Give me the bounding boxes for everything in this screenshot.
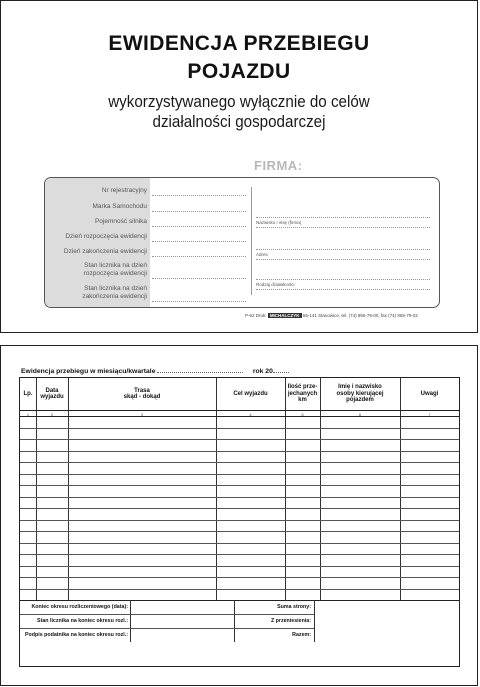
cover-subtitle-line2: działalności gospodarczej xyxy=(152,113,326,131)
log-sheet xyxy=(0,345,478,686)
table-row xyxy=(20,428,459,429)
vehicle-field-line xyxy=(152,278,246,279)
table-row xyxy=(20,497,459,498)
footer-divider xyxy=(130,600,131,642)
vehicle-field-label: Marka Samochodu xyxy=(92,203,147,210)
vehicle-field-label: Dzień zakończenia ewidencji xyxy=(63,248,147,255)
vehicle-field-label: Stan licznika na dzień zakończenia ewidencji xyxy=(82,285,147,300)
printer-info: 55-141 Stanowice, tel. (74) 855-79-00, fax (74) 855-79-02 xyxy=(302,313,418,318)
vehicle-field-label: Stan licznika na dzień rozpoczęcia ewidencji xyxy=(83,262,147,277)
vehicle-field-line xyxy=(152,211,246,212)
vehicle-field-line xyxy=(152,241,246,242)
owner-field-line-extra xyxy=(256,259,430,260)
number-row-line xyxy=(20,416,459,417)
column-number: 1 xyxy=(26,411,30,417)
column-number: 4 xyxy=(249,411,252,417)
header-bottom-line xyxy=(20,410,459,411)
owner-field-line xyxy=(256,249,430,250)
vehicle-field-line xyxy=(152,256,246,257)
table-row xyxy=(20,485,459,486)
printer-prefix: Druk: xyxy=(255,313,267,318)
firma-label: FIRMA: xyxy=(254,158,303,173)
column-header: Ilość prze- jechanych km xyxy=(287,384,318,404)
column-number: 3 xyxy=(140,411,144,417)
table-row xyxy=(20,566,459,567)
footer-right-label: Suma strony: xyxy=(277,604,311,610)
column-number: 6 xyxy=(358,411,362,417)
column-number: 7 xyxy=(428,411,431,417)
table-row xyxy=(20,474,459,475)
column-number: 5 xyxy=(301,411,304,417)
vehicle-field-label: Nr rejestracyjny xyxy=(101,187,147,194)
owner-field-line xyxy=(256,217,430,218)
log-year-label: rok 20 xyxy=(252,368,273,375)
footer-right-label: Razem: xyxy=(292,632,311,638)
year-blank xyxy=(273,372,289,373)
column-header: Imię i nazwisko osoby kierującej pojazdem xyxy=(336,384,384,404)
owner-field-line-extra xyxy=(256,289,430,290)
vehicle-field-line xyxy=(152,301,246,302)
cover-title-line1: EWIDENCJA PRZEBIEGU xyxy=(108,32,370,55)
log-header xyxy=(21,368,289,375)
footer-left-label: Stan licznika na koniec okresu rozl.: xyxy=(37,618,128,624)
owner-field-line xyxy=(256,279,430,280)
owner-field-label: Nazwisko i imię (firma) xyxy=(256,220,302,225)
table-row xyxy=(20,520,459,521)
table-row xyxy=(20,543,459,544)
printer-brand-logo: MICHALCZYK xyxy=(269,313,300,318)
vehicle-field-label: Dzień rozpoczęcia ewidencji xyxy=(65,233,147,240)
printer-code: P-62 xyxy=(245,313,255,318)
vehicle-field-line xyxy=(152,226,246,227)
cover-subtitle-line1: wykorzystywanego wyłącznie do celów xyxy=(108,93,370,111)
period-blank xyxy=(157,372,243,373)
owner-field-label: Adres xyxy=(256,252,268,257)
column-header: Trasa skąd - dokąd xyxy=(123,387,161,400)
printer-imprint xyxy=(245,313,418,318)
footer-left-label: Podpis podatnika na koniec okresu rozl.: xyxy=(24,632,128,638)
footer-right-label: Z przeniesienia: xyxy=(270,618,311,624)
footer-divider xyxy=(314,600,315,642)
vehicle-field-label: Pojemność silnika xyxy=(94,218,147,225)
cover-sheet xyxy=(0,0,478,333)
column-header: Data wyjazdu xyxy=(40,387,64,400)
table-row xyxy=(20,589,459,590)
column-header: Cel wyjazdu xyxy=(233,390,268,397)
footer-left-label: Koniec okresu rozliczeniowego (data): xyxy=(31,604,128,610)
table-row xyxy=(20,439,459,440)
table-row xyxy=(20,451,459,452)
table-row xyxy=(20,508,459,509)
card-divider xyxy=(251,187,252,295)
table-row xyxy=(20,531,459,532)
table-row xyxy=(20,577,459,578)
table-row xyxy=(20,554,459,555)
owner-field-label: Rodzaj działalności xyxy=(256,282,295,287)
log-period-label: Ewidencja przebiegu w miesiącu/kwartale xyxy=(21,368,156,375)
cover-title-line2: POJAZDU xyxy=(187,60,291,83)
column-number: 2 xyxy=(50,411,54,417)
column-header: Uwagi xyxy=(420,390,439,397)
vehicle-field-line xyxy=(152,195,246,196)
mileage-log-table xyxy=(19,377,460,667)
column-header: Lp. xyxy=(23,390,33,397)
table-row xyxy=(20,462,459,463)
vehicle-info-card xyxy=(44,177,440,308)
owner-field-line-extra xyxy=(256,227,430,228)
